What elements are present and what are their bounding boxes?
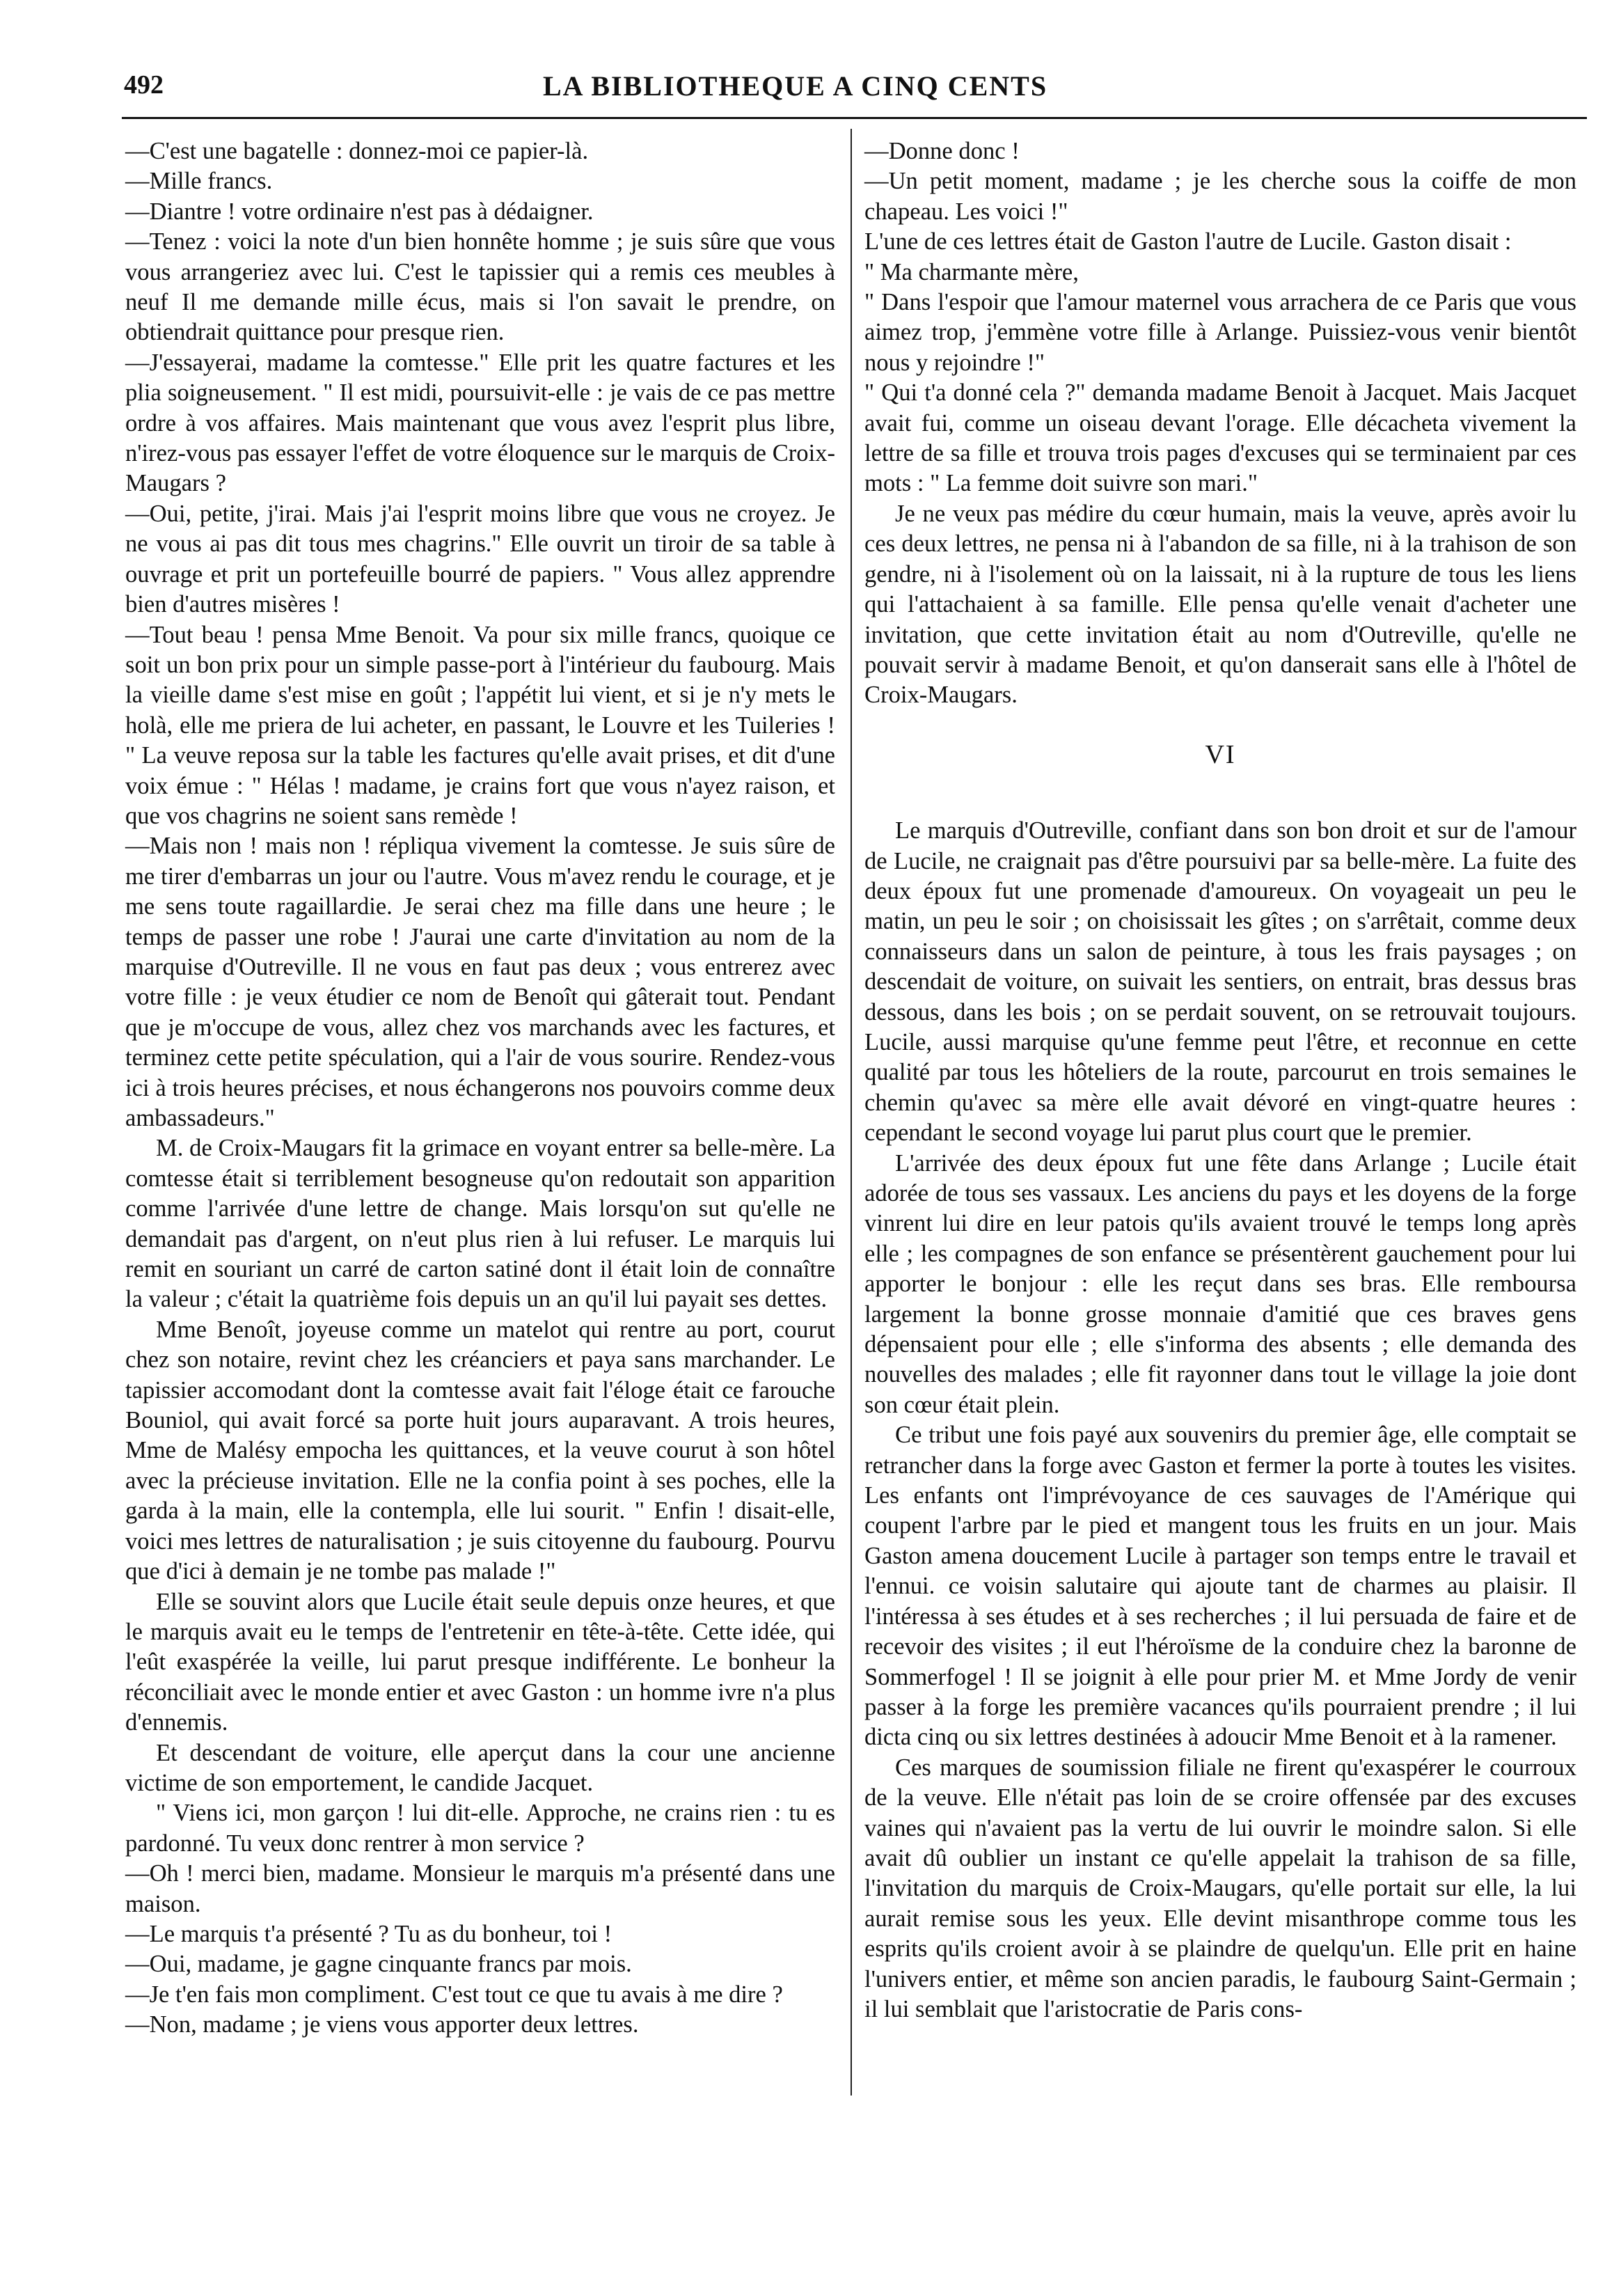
paragraph: —Oh ! merci bien, madame. Monsieur le marquis m'a présenté dans une maison.	[125, 1860, 835, 1917]
left-column	[125, 136, 835, 2041]
paragraph: Ce tribut une fois payé aux souvenirs du premier âge, elle comptait se retrancher dans la forge avec Gaston et fermer la porte à toutes les visites. Les enfants ont l'imprévoyance de ces sauvages de l'Amérique qui coupent l'arbre par le pied et mangent tous les fruits en un jour. Mais Gaston amena doucement Lucile à partager son temps entre le travail et l'ennui. ce voisin salutaire qui ajoute tant de charmes au plaisir. Il l'intéressa à ses études et à ses recherches ; il lui persuada de faire et de recevoir des visites ; il eut l'héroïsme de la conduire chez la baronne de Sommerfogel ! Il se joignit à elle pour prier M. et Mme Jordy de venir passer à la forge les première vacances qu'ils pourraient prendre ; il lui dicta cinq ou six lettres destinées à adoucir Mme Benoit et à la ramener.	[864, 1422, 1576, 1751]
page-header	[0, 0, 1621, 104]
paragraph: Le marquis d'Outreville, confiant dans son bon droit et sur de l'amour de Lucile, ne craignait pas d'être poursuivi par sa belle-mère. La fuite des deux époux fut une promenade d'amoureux. On voyageait un peu le matin, un peu le soir ; on choisissait les gîtes ; on s'arrêtait, comme deux connaisseurs dans un salon de peinture, à tous les frais paysages ; on descendait de voiture, on suivait les sentiers, on entrait, bras dessus bras dessous, dans les bois ; on se perdait souvent, on se retrouvait toujours. Lucile, aussi marquise qu'une femme peut l'être, et reconnue en cette qualité par tous les hôteliers de la route, parcourut en trois semaines le chemin qu'avec sa mère elle avait dévoré en vingt-quatre heures : cependant le second voyage lui parut plus court que le premier.	[864, 817, 1576, 1147]
paragraph: " Ma charmante mère,	[864, 258, 1079, 285]
chapter-heading: VI	[1205, 739, 1236, 769]
paragraph: —Diantre ! votre ordinaire n'est pas à dédaigner.	[125, 198, 594, 225]
paragraph: —J'essayerai, madame la comtesse." Elle prit les quatre factures et les plia soigneusement. " Il est midi, poursuivit-elle : je vais de ce pas mettre ordre à vos affaires. Mais maintenant que vous avez l'esprit plus libre, n'irez-vous pas essayer l'effet de votre éloquence sur le marquis de Croix-Maugars ?	[125, 349, 835, 497]
paragraph: " Dans l'espoir que l'amour maternel vous arrachera de ce Paris que vous aimez trop, j'emmène votre fille à Arlange. Puissiez-vous venir bientôt nous y rejoindre !"	[864, 289, 1576, 376]
paragraph: —Oui, petite, j'irai. Mais j'ai l'esprit moins libre que vous ne croyez. Je ne vous ai pas dit tous mes chagrins." Elle ouvrit un tiroir de sa table à ouvrage et prit un portefeuille bourré de papiers. " Vous allez apprendre bien d'autres misères !	[125, 500, 835, 618]
paragraph: " Qui t'a donné cela ?" demanda madame Benoit à Jacquet. Mais Jacquet avait fui, comme un oiseau devant l'orage. Elle décacheta vivement la lettre de sa fille et trouva trois pages d'excuses qui se terminaient par ces mots : " La femme doit suivre son mari."	[864, 379, 1576, 497]
paragraph: Je ne veux pas médire du cœur humain, mais la veuve, après avoir lu ces deux lettres, ne pensa ni à l'abandon de sa fille, ni à la trahison de son gendre, ni à l'isolement où on la laissait, ni à la rupture de tous les liens qui l'attachaient à sa famille. Elle pensa qu'elle venait d'acheter une invitation, que cette invitation était au nom d'Outreville, qu'elle ne pouvait servir à madame Benoit, et qu'on danserait sans elle à l'hôtel de Croix-Maugars.	[864, 500, 1576, 709]
paragraph: Mme Benoît, joyeuse comme un matelot qui rentre au port, courut chez son notaire, revint chez les créanciers et paya sans marchander. Le tapissier accomodant dont la comtesse avait fait l'éloge était ce farouche Bouniol, qui avait forcé sa porte huit jours auparavant. A trois heures, Mme de Malésy empocha les quittances, et la veuve courut à son hôtel avec la précieuse invitation. Elle ne la confia point à ses poches, elle la garda à la main, elle la contempla, elle lui sourit. " Enfin ! disait-elle, voici mes lettres de naturalisation ; je suis citoyenne du faubourg. Pourvu que d'ici à demain je ne tombe pas malade !"	[125, 1316, 835, 1585]
paragraph: —Tout beau ! pensa Mme Benoit. Va pour six mille francs, quoique ce soit un bon prix pour un simple passe-port à l'intérieur du faubourg. Mais la vieille dame s'est mise en goût ; l'appétit lui vient, et si je n'y mets le holà, elle me priera de lui acheter, en passant, le Louvre et les Tuileries ! " La veuve reposa sur la table les factures qu'elle avait prises, et dit d'une voix émue : " Hélas ! madame, je crains fort que vous n'ayez raison, et que vos chagrins ne soient sans remède !	[125, 621, 835, 829]
paragraph: Et descendant de voiture, elle aperçut dans la cour une ancienne victime de son emportement, le candide Jacquet.	[125, 1739, 835, 1796]
paragraph: —Mais non ! mais non ! répliqua vivement la comtesse. Je suis sûre de me tirer d'embarras un jour ou l'autre. Vous m'avez rendu le courage, et je me sens toute ragaillardie. Je serai chez ma fille dans une heure ; le temps de passer une robe ! J'aurai une carte d'invitation au nom de la marquise d'Outreville. Il ne vous en faut pas deux ; vous entrerez avec votre fille : je veux étudier ce nom de Benoît qui gâterait tout. Pendant que je m'occupe de vous, allez chez vos marchands avec les factures, et terminez cette petite spéculation, qui a l'air de vous sourire. Rendez-vous ici à trois heures précises, et nous échangerons nos pouvoirs comme deux ambassadeurs."	[125, 833, 835, 1131]
paragraph: —Non, madame ; je viens vous apporter deux lettres.	[125, 2011, 639, 2038]
right-column	[864, 136, 1576, 2024]
paragraph: L'une de ces lettres était de Gaston l'autre de Lucile. Gaston disait :	[864, 228, 1512, 255]
column-divider	[851, 129, 852, 2096]
paragraph: —Un petit moment, madame ; je les cherche sous la coiffe de mon chapeau. Les voici !"	[864, 168, 1576, 225]
paragraph: Elle se souvint alors que Lucile était seule depuis onze heures, et que le marquis avait eu le temps de l'entretenir en tête-à-tête. Cette idée, qui l'eût exaspérée la veille, lui parut presque indifférente. Le bonheur la réconciliait avec le monde entier et avec Gaston : un homme ivre n'a plus d'ennemis.	[125, 1588, 835, 1736]
running-title: LA BIBLIOTHEQUE A CINQ CENTS	[543, 70, 1048, 102]
paragraph: " Viens ici, mon garçon ! lui dit-elle. Approche, ne crains rien : tu es pardonné. Tu veux donc rentrer à mon service ?	[125, 1800, 835, 1857]
paragraph: —Donne donc !	[864, 138, 1020, 164]
paragraph: —Tenez : voici la note d'un bien honnête homme ; je suis sûre que vous vous arrangeriez avec lui. C'est le tapissier qui a remis ces meubles à neuf Il me demande mille écus, mais si l'on savait le prendre, on obtiendrait quittance pour presque rien.	[125, 228, 835, 346]
page-number: 492	[124, 70, 164, 100]
paragraph: —Je t'en fais mon compliment. C'est tout ce que tu avais à me dire ?	[125, 1981, 783, 2008]
paragraph: M. de Croix-Maugars fit la grimace en voyant entrer sa belle-mère. La comtesse était si terriblement besogneuse qu'on redoutait son apparition comme l'arrivée d'une lettre de change. Mais lorsqu'on sut qu'elle ne demandait pas d'argent, on n'eut plus rien à lui refuser. Le marquis lui remit en souriant un carré de carton satiné dont il était loin de connaître la valeur ; c'était la quatrième fois depuis un an qu'il lui payait ses dettes.	[125, 1135, 835, 1313]
paragraph: —Oui, madame, je gagne cinquante francs par mois.	[125, 1951, 632, 1978]
paragraph: —Le marquis t'a présenté ? Tu as du bonheur, toi !	[125, 1920, 612, 1947]
paragraph: —C'est une bagatelle : donnez-moi ce papier-là.	[125, 138, 589, 164]
paragraph: L'arrivée des deux époux fut une fête dans Arlange ; Lucile était adorée de tous ses vassaux. Les anciens du pays et les doyens de la forge vinrent lui dire en leur patois qu'ils avaient trouvé le temps long après elle ; les compagnes de son enfance se présentèrent gauchement pour lui apporter le bonjour : elle les reçut dans ses bras. Elle remboursa largement la bonne grosse monnaie d'amitié que ces braves gens dépensaient pour elle ; elle s'informa des absents ; elle demanda des nouvelles des malades ; elle fit rayonner dans tout le village la joie dont son cœur était plein.	[864, 1149, 1576, 1418]
paragraph: Ces marques de soumission filiale ne firent qu'exaspérer le courroux de la veuve. Elle n'était pas loin de se croire offensée par des excuses vaines qui n'avaient pas la vertu de lui ouvrir le moindre salon. Si elle avait dû oublier un instant ce qu'elle appelait la trahison de sa fille, l'invitation du marquis de Croix-Maugars, qu'elle portait sur elle, la lui aurait remise sous les yeux. Elle devint misanthrope comme tous les esprits qu'ils croient avoir à se plaindre de quelqu'un. Elle prit en haine l'univers entier, et même son ancien paradis, le faubourg Saint-Germain ; il lui semblait que l'aristocratie de Paris cons-	[864, 1754, 1576, 2022]
header-rule	[122, 117, 1587, 119]
paragraph: —Mille francs.	[125, 168, 273, 195]
